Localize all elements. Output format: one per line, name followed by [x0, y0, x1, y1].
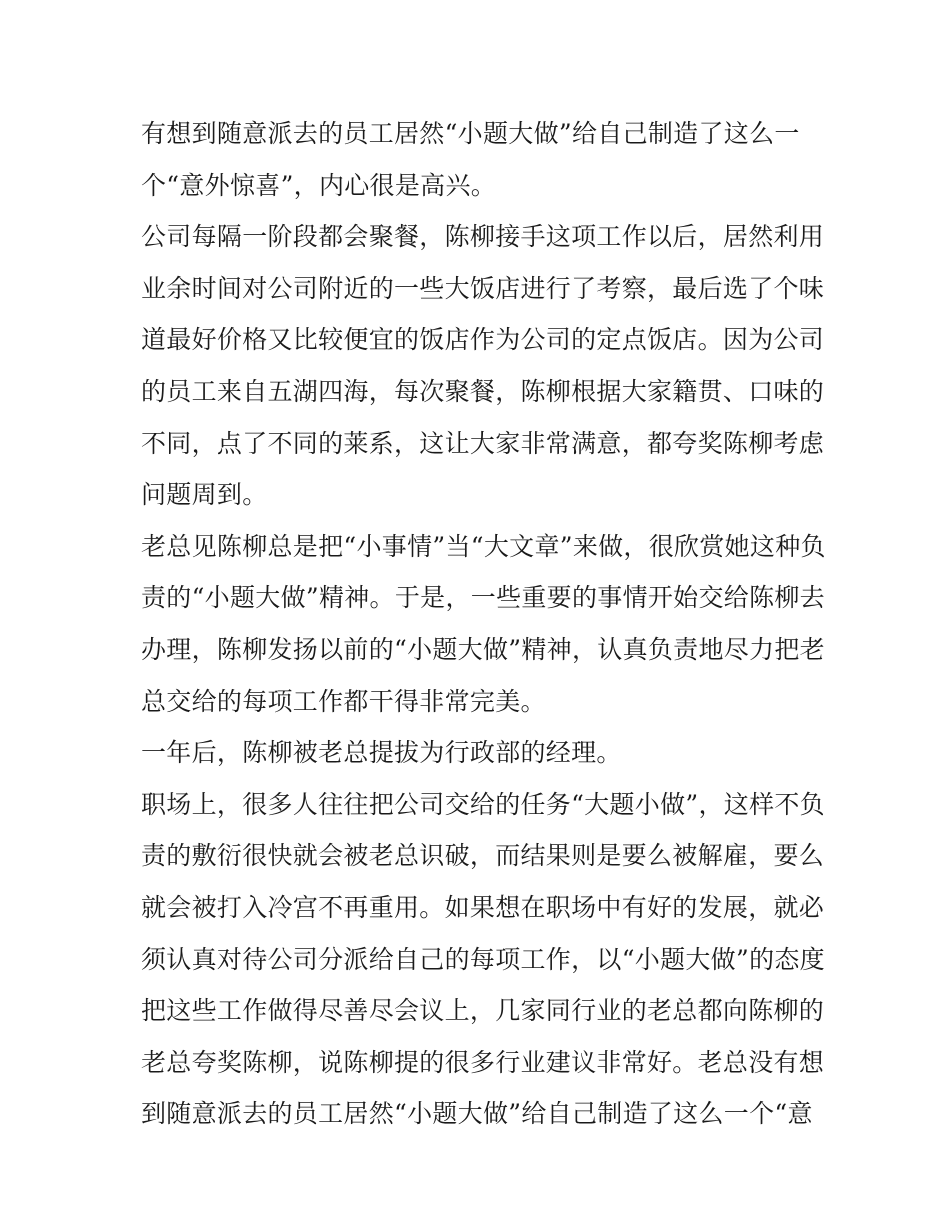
text-line: 一年后，陈柳被老总提拔为行政部的经理。	[141, 738, 622, 768]
text-line: 到随意派去的员工居然“小题大做”给自己制造了这么一个“意	[141, 1099, 813, 1129]
text-line: 公司每隔一阶段都会聚餐，陈柳接手这项工作以后，居然利用	[141, 222, 825, 252]
text-line: 业余时间对公司附近的一些大饭店进行了考察，最后选了个味	[141, 273, 825, 303]
text-line: 问题周到。	[141, 480, 268, 510]
text-line: 不同，点了不同的莱系，这让大家非常满意，都夸奖陈柳考虑	[141, 428, 825, 458]
text-line: 办理，陈柳发扬以前的“小题大做”精神，认真负责地尽力把老	[141, 634, 825, 664]
text-line: 就会被打入冷宫不再重用。如果想在职场中有好的发展，就必	[141, 892, 825, 922]
text-line: 老总夸奖陈柳，说陈柳提的很多行业建议非常好。老总没有想	[141, 1047, 825, 1077]
text-line: 道最好价格又比较便宜的饭店作为公司的定点饭店。因为公司	[141, 325, 825, 355]
document-body	[141, 108, 826, 1140]
text-line: 须认真对待公司分派给自己的每项工作，以“小题大做”的态度	[141, 944, 825, 974]
text-line: 把这些工作做得尽善尽会议上，几家同行业的老总都向陈柳的	[141, 996, 825, 1026]
text-line: 责的敷衍很快就会被老总识破，而结果则是要么被解雇，要么	[141, 841, 825, 871]
text-line: 老总见陈柳总是把“小事情”当“大文章”来做，很欣赏她这种负	[141, 531, 826, 561]
text-line: 总交给的每项工作都干得非常完美。	[141, 686, 546, 716]
text-line: 有想到随意派去的员工居然“小题大做”给自己制造了这么一	[141, 119, 800, 148]
text-line: 职场上，很多人往往把公司交给的任务“大题小做”，这样不负	[141, 789, 825, 819]
text-line: 个“意外惊喜”，内心很是高兴。	[141, 170, 497, 200]
text-line: 的员工来自五湖四海，每次聚餐，陈柳根据大家籍贯、口味的	[141, 376, 825, 406]
text-line: 责的“小题大做”精神。于是，一些重要的事情开始交给陈柳去	[141, 583, 825, 613]
